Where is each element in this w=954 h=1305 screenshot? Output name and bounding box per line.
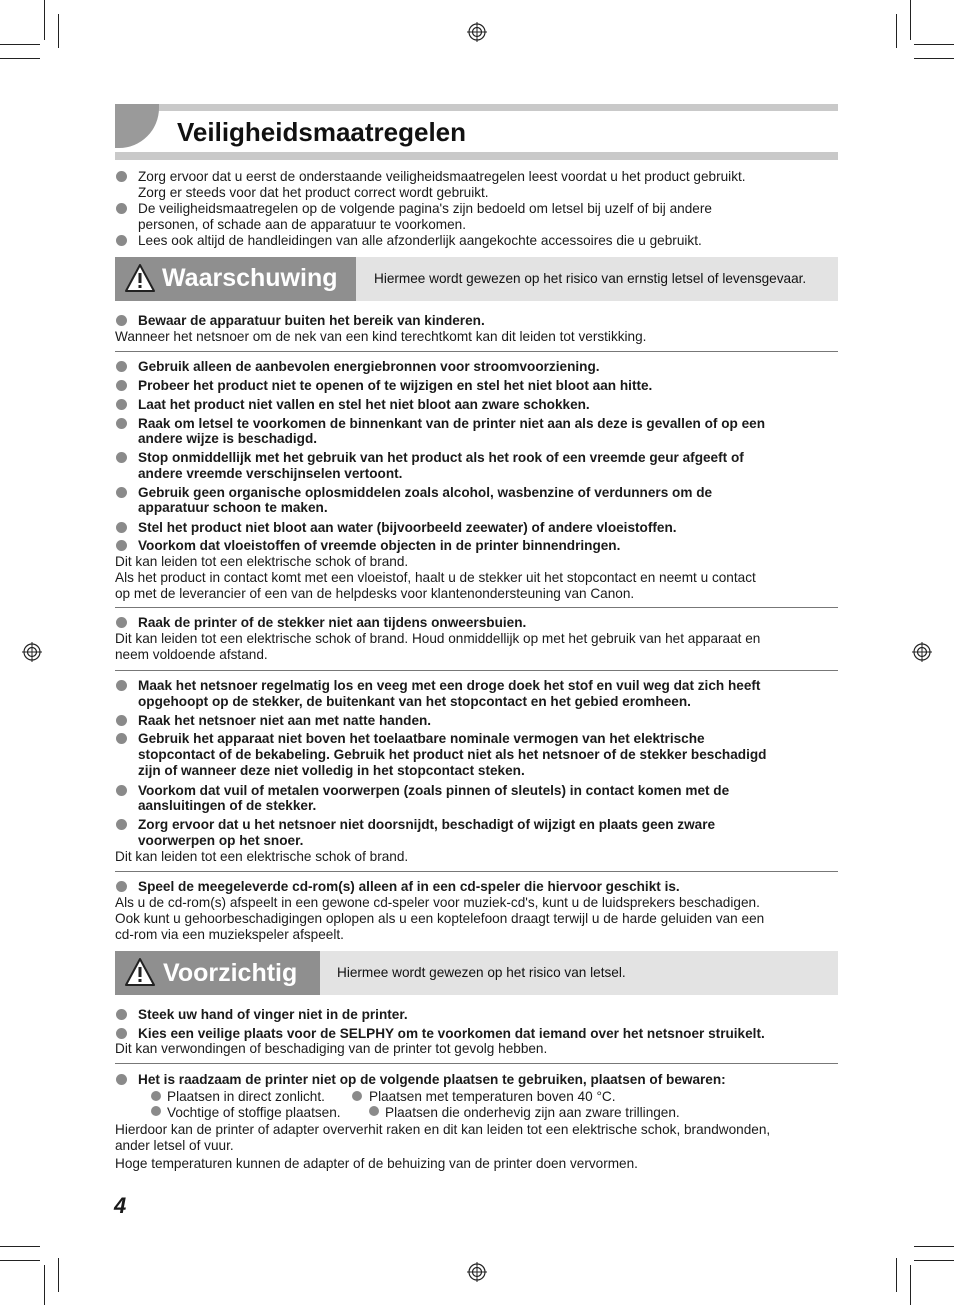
warning-note: Als het product in contact komt met een vloeistof, haalt u de stekker uit het stopcontact en neemt u contact: [115, 570, 756, 585]
warning-item: Gebruik geen organische oplosmiddelen zoals alcohol, wasbenzine of verdunners om de: [138, 485, 713, 500]
title-tab: [115, 104, 159, 148]
bullet: [116, 380, 127, 391]
page-number: 4: [114, 1193, 127, 1218]
crop-mark: [44, 1265, 45, 1305]
caution-subitem: Plaatsen die onderhevig zijn aan zware trillingen.: [385, 1105, 680, 1120]
warning-item: Speel de meegeleverde cd-rom(s) alleen af in een cd-speler die hiervoor geschikt is.: [138, 879, 680, 894]
registration-mark-icon: [467, 1262, 487, 1282]
warning-note: Als u de cd-rom(s) afspeelt in een gewone cd-speler voor muziek-cd's, kunt u de luidsprekers beschadigen.: [115, 895, 760, 910]
crop-mark: [0, 1260, 40, 1261]
warning-note: op met de leverancier of een van de helpdesks voor klantenondersteuning van Canon.: [115, 586, 635, 601]
bullet: [116, 715, 127, 726]
bullet: [116, 171, 127, 182]
crop-mark: [914, 1260, 954, 1261]
caution-label-box: [115, 951, 320, 995]
bullet: [116, 785, 127, 796]
warning-item: voorwerpen op het snoer.: [138, 833, 304, 848]
bullet: [116, 1074, 127, 1085]
title-band-top: [115, 104, 838, 111]
title-band-bottom: [115, 152, 838, 160]
warning-label-box: [115, 257, 356, 301]
warning-item: andere vreemde verschijnselen vertoont.: [138, 466, 403, 481]
bullet: [116, 680, 127, 691]
warning-item: Maak het netsnoer regelmatig los en veeg met een droge doek het stof en vuil weg dat zich heeft: [138, 678, 761, 693]
bullet: [116, 203, 127, 214]
caution-description: Hiermee wordt gewezen op het risico van letsel.: [337, 965, 626, 980]
caution-box: [115, 951, 838, 995]
warning-item: Stop onmiddellijk met het gebruik van het product als het rook of een vreemde geur afgeeft of: [138, 450, 744, 465]
registration-mark-icon: [912, 642, 932, 662]
divider: [115, 1063, 838, 1064]
bullet: [116, 487, 127, 498]
warning-item: Voorkom dat vloeistoffen of vreemde objecten in de printer binnendringen.: [138, 538, 621, 553]
intro-line: De veiligheidsmaatregelen op de volgende pagina's zijn bedoeld om letsel bij uzelf of bij andere: [138, 201, 712, 216]
bullet: [116, 819, 127, 830]
bullet: [116, 235, 127, 246]
intro-line: Zorg ervoor dat u eerst de onderstaande veiligheidsmaatregelen leest voordat u het product gebruikt.: [138, 169, 746, 184]
divider: [115, 607, 838, 608]
divider: [115, 351, 838, 352]
crop-mark: [914, 1246, 954, 1247]
bullet: [116, 315, 127, 326]
warning-item: Bewaar de apparatuur buiten het bereik van kinderen.: [138, 313, 485, 328]
bullet: [116, 399, 127, 410]
intro-line: Zorg er steeds voor dat het product correct wordt gebruikt.: [138, 185, 489, 200]
caution-note: ander letsel of vuur.: [115, 1138, 234, 1153]
crop-mark: [58, 1258, 59, 1292]
caution-item: Het is raadzaam de printer niet op de volgende plaatsen te gebruiken, plaatsen of bewaren:: [138, 1072, 726, 1087]
warning-item: Voorkom dat vuil of metalen voorwerpen (zoals pinnen of sleutels) in contact komen met de: [138, 783, 730, 798]
warning-item: apparatuur schoon te maken.: [138, 500, 328, 515]
title-band: [115, 104, 838, 160]
bullet: [116, 522, 127, 533]
sub-bullet: [352, 1091, 362, 1101]
warning-item: Raak de printer of de stekker niet aan tijdens onweersbuien.: [138, 615, 527, 630]
warning-note: Dit kan leiden tot een elektrische schok of brand. Houd onmiddellijk op met het gebruik van het apparaat en: [115, 631, 761, 646]
crop-mark: [0, 58, 40, 59]
divider: [115, 670, 838, 671]
warning-note: Dit kan leiden tot een elektrische schok of brand.: [115, 849, 409, 864]
caution-subitem: Plaatsen met temperaturen boven 40 °C.: [369, 1089, 616, 1104]
warning-item: opgehoopt op de stekker, de buitenkant van het stopcontact en het gebied eromheen.: [138, 694, 691, 709]
bullet: [116, 881, 127, 892]
warning-triangle-icon: [124, 957, 156, 987]
intro-line: Lees ook altijd de handleidingen van alle afzonderlijk aangekochte accessoires die u gebruikt.: [138, 233, 702, 248]
warning-note: Ook kunt u gehoorbeschadigingen oplopen als u een koptelefoon draagt terwijl u de harde geluiden van een: [115, 911, 765, 926]
warning-item: Laat het product niet vallen en stel het niet bloot aan zware schokken.: [138, 397, 590, 412]
crop-mark: [910, 1265, 911, 1305]
caution-note: Hierdoor kan de printer of adapter oververhit raken en dit kan leiden tot een elektrische schok, brandwonden,: [115, 1122, 771, 1137]
warning-item: Zorg ervoor dat u het netsnoer niet doorsnijdt, beschadigt of wijzigt en plaats geen zware: [138, 817, 716, 832]
bullet: [116, 418, 127, 429]
bullet: [116, 733, 127, 744]
warning-note: Dit kan leiden tot een elektrische schok of brand.: [115, 554, 409, 569]
bullet: [116, 617, 127, 628]
crop-mark: [896, 1258, 897, 1292]
bullet: [116, 1028, 127, 1039]
warning-description: Hiermee wordt gewezen op het risico van ernstig letsel of levensgevaar.: [374, 271, 807, 286]
crop-mark: [896, 14, 897, 48]
warning-item: Raak om letsel te voorkomen de binnenkant van de printer niet aan als deze is gevallen of op een: [138, 416, 766, 431]
caution-item: Kies een veilige plaats voor de SELPHY om te voorkomen dat iemand over het netsnoer struikelt.: [138, 1026, 765, 1041]
caution-note: Dit kan verwondingen of beschadiging van de printer tot gevolg hebben.: [115, 1041, 548, 1056]
caution-item: Steek uw hand of vinger niet in de printer.: [138, 1007, 408, 1022]
warning-item: aansluitingen of de stekker.: [138, 798, 317, 813]
crop-mark: [58, 14, 59, 48]
registration-mark-icon: [22, 642, 42, 662]
page-title: Veiligheidsmaatregelen: [177, 117, 467, 147]
warning-label: Waarschuwing: [162, 264, 338, 292]
bullet: [116, 452, 127, 463]
sub-bullet: [369, 1106, 379, 1116]
crop-mark: [0, 44, 40, 45]
crop-mark: [0, 1246, 40, 1247]
crop-mark: [914, 58, 954, 59]
warning-note: Wanneer het netsnoer om de nek van een kind terechtkomt kan dit leiden tot verstikking.: [115, 329, 647, 344]
bullet: [116, 540, 127, 551]
intro-line: personen, of schade aan de apparatuur te voorkomen.: [138, 217, 466, 232]
warning-item: stopcontact of de bekabeling. Gebruik het product niet als het netsnoer of de stekker beschadigd: [138, 747, 767, 762]
crop-mark: [914, 44, 954, 45]
warning-item: zijn of wanneer deze niet volledig in het stopcontact steken.: [138, 763, 525, 778]
registration-mark-icon: [467, 22, 487, 42]
sub-bullet: [151, 1106, 161, 1116]
warning-item: Gebruik alleen de aanbevolen energiebronnen voor stroomvoorziening.: [138, 359, 600, 374]
caution-subitem: Plaatsen in direct zonlicht.: [167, 1089, 325, 1104]
warning-item: andere wijze is beschadigd.: [138, 431, 318, 446]
crop-mark: [44, 0, 45, 40]
caution-note: Hoge temperaturen kunnen de adapter of de behuizing van de printer doen vervormen.: [115, 1156, 638, 1171]
warning-item: Probeer het product niet te openen of te wijzigen en stel het niet bloot aan hitte.: [138, 378, 653, 393]
warning-note: neem voldoende afstand.: [115, 647, 268, 662]
caution-subitem: Vochtige of stoffige plaatsen.: [167, 1105, 341, 1120]
warning-item: Gebruik het apparaat niet boven het toelaatbare nominale vermogen van het elektrische: [138, 731, 705, 746]
warning-note: cd-rom via een muziekspeler afspeelt.: [115, 927, 344, 942]
warning-item: Raak het netsnoer niet aan met natte handen.: [138, 713, 432, 728]
divider: [115, 871, 838, 872]
crop-mark: [910, 0, 911, 40]
warning-box: [115, 257, 838, 301]
warning-item: Stel het product niet bloot aan water (bijvoorbeeld zeewater) of andere vloeistoffen.: [138, 520, 677, 535]
bullet: [116, 1009, 127, 1020]
warning-triangle-icon: [124, 263, 156, 293]
caution-label: Voorzichtig: [163, 959, 298, 987]
bullet: [116, 361, 127, 372]
sub-bullet: [151, 1091, 161, 1101]
